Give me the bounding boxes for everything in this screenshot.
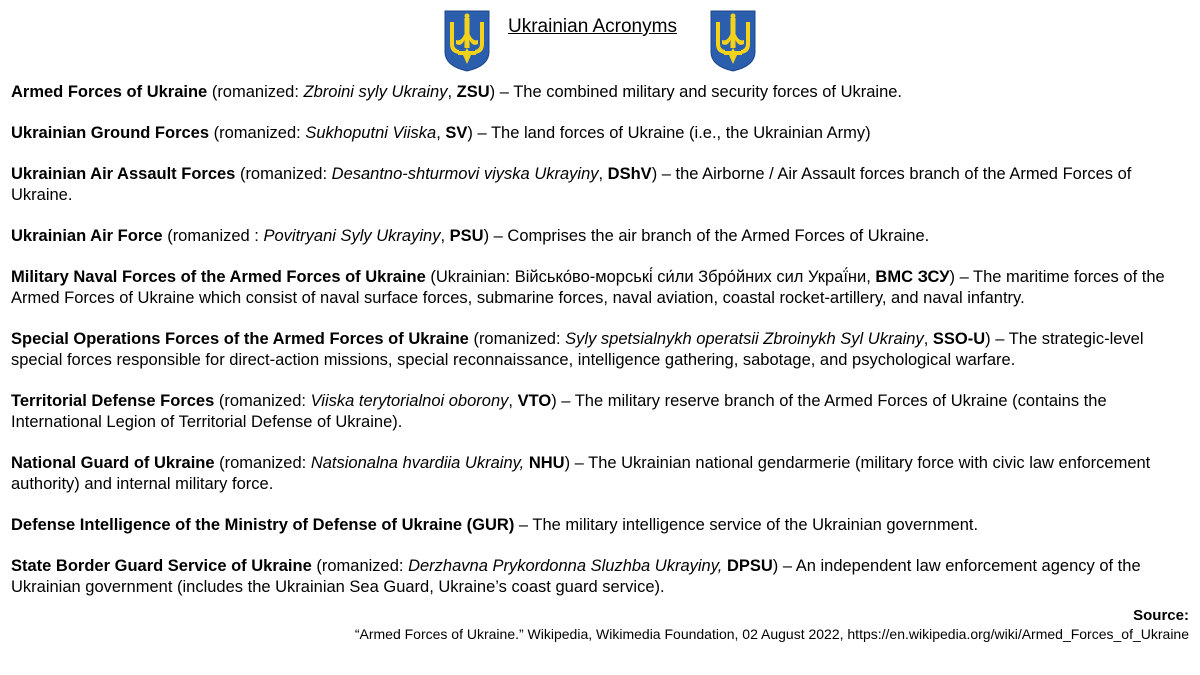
entry-term: Ukrainian Ground Forces <box>11 124 210 142</box>
entry-prefix: (romanized: <box>235 165 332 183</box>
acronym-entry <box>11 391 1181 433</box>
acronym-entry <box>11 226 1181 247</box>
page-title: Ukrainian Acronyms <box>508 16 677 37</box>
entry-prefix: (romanized: <box>209 124 306 142</box>
coat-of-arms-icon <box>444 10 490 72</box>
entry-prefix: (romanized : <box>162 227 264 245</box>
entry-prefix: (romanized: <box>311 557 409 575</box>
header <box>0 8 1200 74</box>
entry-romanized: Natsionalna hvardiia Ukrainy, <box>310 454 525 472</box>
entry-acronym: SV <box>445 124 468 142</box>
source-label: Source: <box>1133 607 1189 624</box>
acronym-entry <box>11 329 1181 371</box>
entry-acronym: SSO-U <box>932 330 986 348</box>
coat-of-arms-icon <box>710 10 756 72</box>
entry-separator: , <box>440 227 450 245</box>
entry-romanized: Desantno-shturmovi viyska Ukrayiny <box>331 165 599 183</box>
entry-description: ) – the Airborne / Air Assault forces branch of the Armed Forces of Ukraine. <box>11 165 1132 204</box>
entry-acronym: DPSU <box>726 557 773 575</box>
entry-description: ) – The strategic-level special forces responsible for direct-action missions, special reconnaissance, intelligence gathering, sabotage, and psychological warfare. <box>11 330 1144 369</box>
entry-description: – The military intelligence service of the Ukrainian government. <box>514 516 979 534</box>
entry-separator: , <box>923 330 933 348</box>
entry-romanized: Derzhavna Prykordonna Sluzhba Ukrayiny, <box>408 557 723 575</box>
entry-description: ) – The combined military and security forces of Ukraine. <box>489 83 903 101</box>
entry-romanized: Syly spetsialnykh operatsii Zbroinykh Syl Ukrainy <box>565 330 924 348</box>
entry-romanized: Sukhoputni Viiska <box>305 124 437 142</box>
entry-description: ) – Comprises the air branch of the Armed Forces of Ukraine. <box>483 227 930 245</box>
source-text: “Armed Forces of Ukraine.” Wikipedia, Wikimedia Foundation, 02 August 2022, https://en.wikipedia.org/wiki/Armed_Forces_of_Ukraine <box>354 626 1189 642</box>
entry-prefix: (romanized: <box>207 83 304 101</box>
entry-prefix: (romanized: <box>214 454 311 472</box>
acronym-entry <box>11 123 1181 144</box>
entry-separator: , <box>598 165 608 183</box>
entry-description: ) – The Ukrainian national gendarmerie (military force with civic law enforcement authority) and internal military force. <box>11 454 1151 493</box>
acronym-entry <box>11 453 1181 495</box>
entry-romanized: Zbroini syly Ukrainy <box>303 83 448 101</box>
entry-acronym: PSU <box>449 227 484 245</box>
entry-term: Territorial Defense Forces <box>11 392 215 410</box>
entry-term: Defense Intelligence of the Ministry of Defense of Ukraine (GUR) <box>11 516 515 534</box>
entry-description: ) – The military reserve branch of the Armed Forces of Ukraine (contains the International Legion of Territorial Defense of Ukraine). <box>11 392 1107 431</box>
entry-prefix: (Ukrainian: Військо́во-морські́ си́ли Збро́йних сил Украї́ни, <box>425 268 876 286</box>
entry-prefix: (romanized: <box>214 392 311 410</box>
entry-term: Military Naval Forces of the Armed Forces of Ukraine <box>11 268 426 286</box>
entry-acronym: NHU <box>528 454 565 472</box>
entry-description: ) – An independent law enforcement agency of the Ukrainian government (includes the Ukrainian Sea Guard, Ukraine’s coast guard service). <box>11 557 1141 596</box>
entry-acronym: DShV <box>607 165 652 183</box>
entry-term: State Border Guard Service of Ukraine <box>11 557 312 575</box>
entry-romanized: Viiska terytorialnoi oborony <box>310 392 509 410</box>
acronym-list <box>11 82 1181 618</box>
entry-separator: , <box>508 392 518 410</box>
acronym-entry <box>11 82 1181 103</box>
acronym-entry <box>11 164 1181 206</box>
source-citation <box>355 606 1189 644</box>
entry-term: Armed Forces of Ukraine <box>11 83 208 101</box>
entry-term: Ukrainian Air Assault Forces <box>11 165 236 183</box>
acronym-entry <box>11 515 1181 536</box>
acronym-entry <box>11 556 1181 598</box>
entry-prefix: (romanized: <box>468 330 566 348</box>
entry-separator: , <box>436 124 446 142</box>
entry-description: ) – The land forces of Ukraine (i.e., the Ukrainian Army) <box>467 124 871 142</box>
entry-term: Ukrainian Air Force <box>11 227 163 245</box>
entry-term: Special Operations Forces of the Armed Forces of Ukraine <box>11 330 469 348</box>
entry-romanized: Povitryani Syly Ukrayiny <box>263 227 441 245</box>
acronym-entry <box>11 267 1181 309</box>
entry-acronym: VTO <box>517 392 552 410</box>
entry-description: ) – The maritime forces of the Armed Forces of Ukraine which consist of naval surface forces, submarine forces, naval aviation, coastal rocket-artillery, and naval infantry. <box>11 268 1165 307</box>
entry-separator: , <box>447 83 457 101</box>
entry-acronym: ВМС ЗСУ <box>875 268 950 286</box>
entry-term: National Guard of Ukraine <box>11 454 215 472</box>
entry-acronym: ZSU <box>456 83 490 101</box>
